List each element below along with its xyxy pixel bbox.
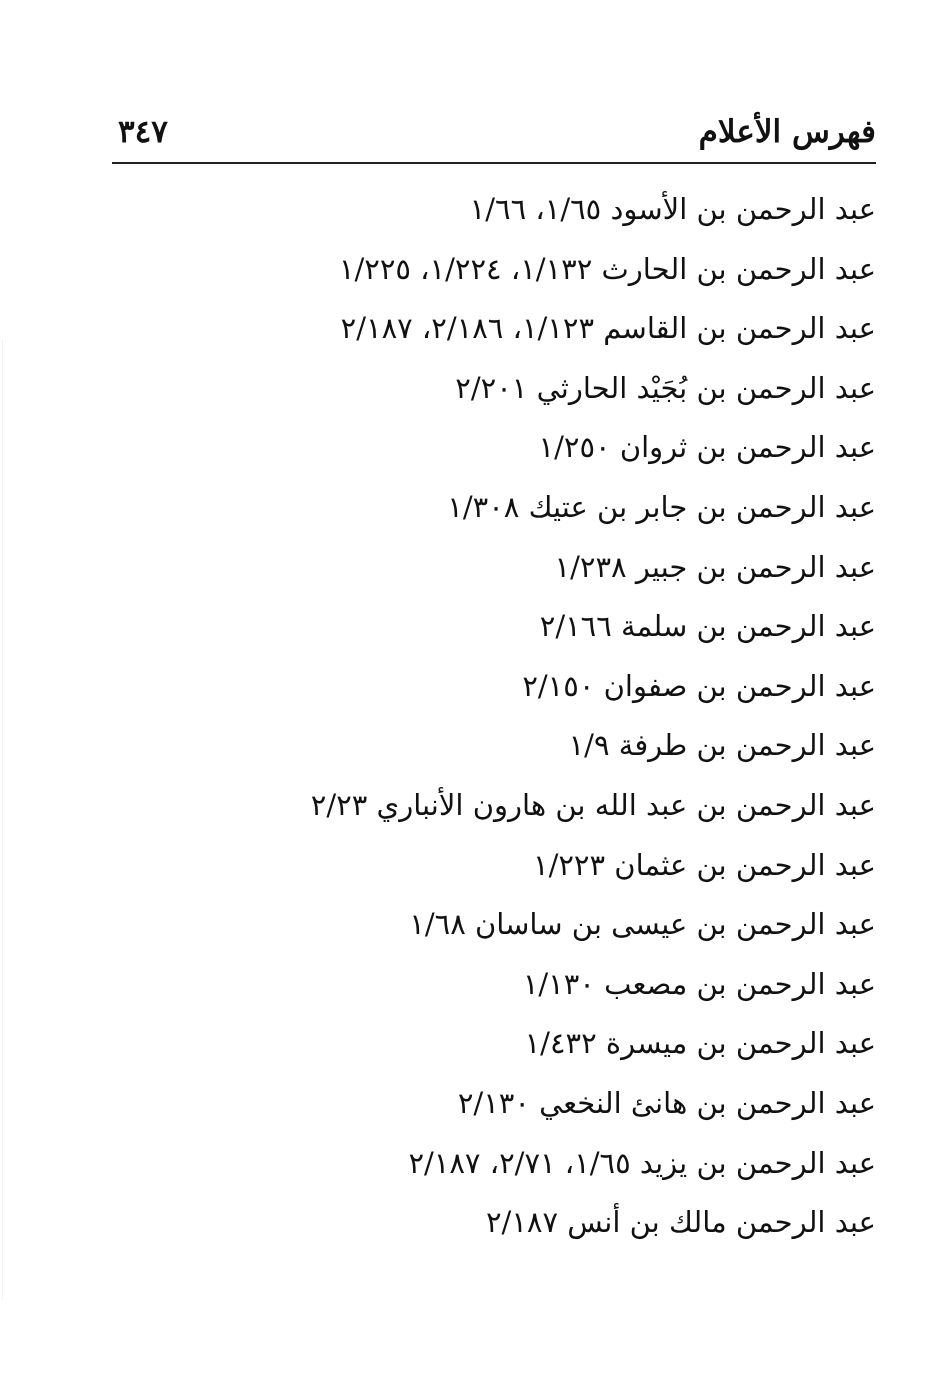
index-entry: عبد الرحمن بن القاسم ١/١٢٣، ٢/١٨٦، ٢/١٨٧ [340,311,876,346]
index-entry: عبد الرحمن بن ميسرة ١/٤٣٢ [524,1026,876,1061]
index-entry: عبد الرحمن بن مصعب ١/١٣٠ [522,966,876,1001]
index-entry: عبد الرحمن بن عبد الله بن هارون الأنباري ٢/٢٣ [310,787,876,822]
scan-edge-marks [2,340,11,1300]
index-entry: عبد الرحمن بن الأسود ١/٦٥، ١/٦٦ [469,192,876,226]
index-entry-list [116,180,876,1253]
index-entry: عبد الرحمن بن صفوان ٢/١٥٠ [522,668,876,703]
index-entry: عبد الرحمن بن عيسى بن ساسان ١/٦٨ [409,907,876,942]
page-number: ٣٤٧ [118,114,168,150]
index-entry: عبد الرحمن بن بُجَيْد الحارثي ٢/٢٠١ [455,370,876,405]
index-entry: عبد الرحمن مالك بن أنس ٢/١٨٧ [485,1205,876,1240]
header-rule [112,162,876,164]
index-entry: عبد الرحمن بن ثروان ١/٢٥٠ [538,430,876,465]
page-title: فهرس الأعلام [698,114,876,150]
index-entry: عبد الرحمن بن عثمان ١/٢٢٣ [533,847,876,882]
index-entry: عبد الرحمن بن جبير ١/٢٣٨ [554,549,876,584]
index-entry: عبد الرحمن بن الحارث ١/١٣٢، ١/٢٢٤، ١/٢٢٥ [338,251,876,286]
index-entry: عبد الرحمن بن هانئ النخعي ٢/١٣٠ [457,1085,876,1120]
page-header [112,104,876,162]
index-entry: عبد الرحمن بن يزيد ١/٦٥، ٢/٧١، ٢/١٨٧ [408,1145,876,1180]
index-entry: عبد الرحمن بن طرفة ١/٩ [568,728,876,763]
index-entry: عبد الرحمن بن جابر بن عتيك ١/٣٠٨ [447,489,876,524]
index-entry: عبد الرحمن بن سلمة ٢/١٦٦ [539,609,876,644]
